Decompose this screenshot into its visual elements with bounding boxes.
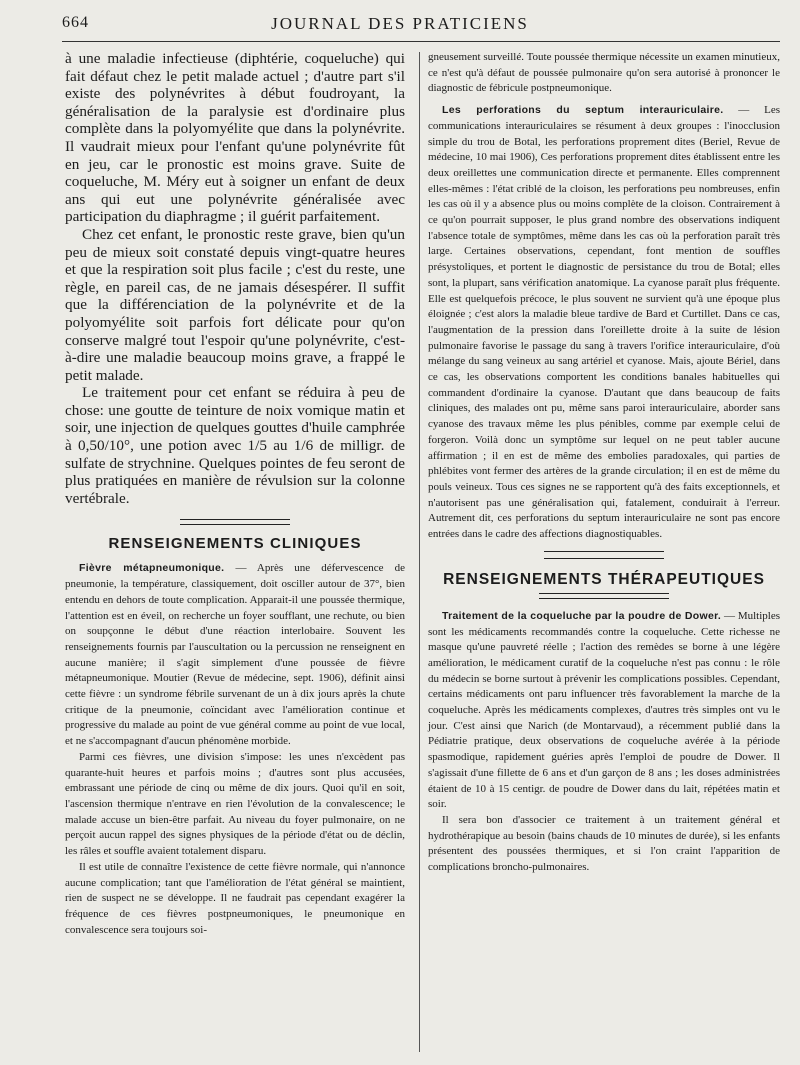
body-paragraph: à une maladie infectieuse (diphtérie, coqueluche) qui fait défaut chez le petit malade actuel ; d'autre part s'il existe des polynévrites à début foudroyant, la généralisation de la paralysie est d'ordinaire plus complète dans la polyomyélite que dans la polynévrite. Il vaudrait mieux pour l'enfant qu'une polynévrite fût en jeu, car le pronostic est moins grave. Suite de coqueluche, M. Méry eut à soigner un enfant de deux ans qui eut une polynévrite généralisée avec participation du diaphragme ; il guérit parfaitement. [65,50,405,226]
dower-article [428,609,780,876]
article-title: Traitement de la coqueluche par la poudre de Dower. [442,609,722,622]
section-rule [544,551,664,552]
section-rule [180,519,290,525]
column-divider [419,52,420,1052]
section-rule [544,558,664,559]
body-paragraph: Parmi ces fièvres, une division s'impose: les unes n'excèdent pas quarante-huit heures et parfois moins ; d'autres sont plus accusées, embrassant une période de cinq ou même de dix jours. Quoi qu'il en soit, l'ascension thermique n'entrave en rien l'évolution de la convalescence; le malade accuse un bien-être parfait. Au niveau du foyer pulmonaire, on ne perçoit aucun rappel des signes physiques de la période d'état ou de déclin, les râles et souffle avaient totalement disparu. [65,750,405,858]
journal-title: JOURNAL DES PRATICIENS [271,14,529,33]
section-rule [539,593,669,599]
right-column [428,50,780,876]
article-title: Les perforations du septum interauriculaire. [442,104,724,117]
fievre-article [65,561,405,938]
body-paragraph: Traitement de la coqueluche par la poudre de Dower. — Multiples sont les médicaments recommandés contre la coqueluche. Cette richesse ne masque qu'une pauvreté réelle ; l'action des remèdes se borne à une légère amélioration, le médicament curatif de la coqueluche n'est pas connu : le rôle du médecin se borne surtout à prévenir les complications possibles. Cependant, certains médicaments ont paru influencer très favorablement la marche de la coqueluche. Après les médicaments complexes, d'autres très simples ont vu le jour. C'est ainsi que Narich (de Montarvaud), a récemment publié dans la Pédiatrie pratique, deux observations de coqueluche avérée à la période spasmodique, rapidement guéries après l'emploi de poudre de Dower. Il s'agissait d'une fillette de 6 ans et d'un garçon de 8 ans ; les doses administrées étaient de 10 à 15 centigr. de poudre de Dower dans du lait, répétées matin et soir. [428,609,780,811]
body-paragraph: Fièvre métapneumonique. — Après une défervescence de pneumonie, la température, classiquement, doit osciller autour de 37°, bien entendu en dehors de toute complication. Apparait-il une poussée thermique, l'attention est en éveil, on recherche un foyer soufflant, une rechute, ou bien on soupçonne le début d'une réaction interlobaire. Souvent les renseignements fournis par l'auscultation ou la percussion ne renseignent en aucune manière; il s'agit simplement d'une poussée de fièvre métapneumonique. Moutier (Revue de médecine, sept. 1906), définit ainsi cette fièvre : un syndrome fébrile survenant de un à dix jours après la chute critique de la pneumonie, coïncidant avec l'amélioration continue et progressive du malade au point de vue général comme au point de vue local, et ne s'accompagnant d'aucun phénomène morbide. [65,562,405,748]
body-paragraph: Il est utile de connaître l'existence de cette fièvre normale, qui n'annonce aucune complication; tant que l'amélioration de l'état général se maintient, rien de suspect ne se développe. Il ne faudrait pas cependant exagérer la fréquence de ces fièvres postpneumoniques, le pneumonique en convalescence sera toujours soi- [65,860,405,936]
article-title: Fièvre métapneumonique. [79,562,225,575]
header-rule [62,41,780,42]
page-header [0,12,800,38]
section-heading-clinical: RENSEIGNEMENTS CLINIQUES [108,535,362,553]
page-number: 664 [62,14,89,31]
body-paragraph: Chez cet enfant, le pronostic reste grave, bien qu'un peu de mieux soit constaté depuis vingt-quatre heures et que la respiration soit plus facile ; c'est du reste, une règle, en pareil cas, de ne jamais désespérer. Il suffit que la différenciation de la polynévrite et de la polyomyélite soit parfois fort délicate pour qu'on conserve malgré tout l'espoir qu'une polynévrite, c'est-à-dire une maladie beaucoup moins grave, a frappé le petit malade. [65,225,405,384]
body-paragraph: Il sera bon d'associer ce traitement à un traitement général et hydrothérapique au besoin (bains chauds de 10 minutes de durée), si les enfants présentent des poussées thermiques, et si l'on craint l'apparition de complications broncho-pulmonaires. [428,813,780,874]
fievre-continuation [428,50,780,543]
body-paragraph: gneusement surveillé. Toute poussée thermique nécessite un examen minutieux, ce n'est qu'à défaut de poussée pulmonaire qu'on sera autorisé à prononcer le diagnostic de fébricule postpneumonique. [428,51,780,95]
left-column [65,50,405,938]
section-heading-therapeutic: RENSEIGNEMENTS THÉRAPEUTIQUES [443,570,765,588]
body-paragraph: Les perforations du septum interauriculaire. — Les communications interauriculaires se résument à deux groupes : l'inocclusion simple du trou de Botal, les perforations proprement dites (Beriel, Revue de médecine, 10 mai 1906), Ces perforations proprement dites établissent entre les deux oreillettes une communication directe et permanente. Elles comprennent elles-mêmes : l'état criblé de la cloison, les perforations peu nombreuses, enfin les cas où il y a absence plus ou moins complète de la cloison. Contrairement à ce qu'on pourrait supposer, le plus grand nombre des observations indiquent l'absence totale de symptômes, même dans les cas où la perforation paraît très large. Certaines observations, cependant, font mention de souffles présystoliques, et portent le diagnostic de persistance du trou de Botal; elles sont, la plupart, sans vérification anatomique. La cyanose paraît plus fréquente. Elle est quelquefois précoce, le plus souvent ne survient qu'à une époque plus éloignée ; c'est alors la maladie bleue tardive de Bard et Curtillet. Dans ce cas, l'augmentation de la pression dans l'oreillette droite à la suite de lésion pulmonaire favorise le passage du sang à travers l'orifice interauriculaire, d'où mélange du sang veineux au sang artériel et cyanose. Mais, ajoute Bériel, dans ce cas, les observations comportent les conditions banales habituelles qui commandent d'ordinaire la cyanose. D'autant que dans beaucoup de faits cliniques, des malades ont pu, même sans paroi interauriculaire, aborder sans cyanose des travaux même les plus pénibles, comme par exemple celui de forgeron. Voilà donc un symptôme sur lequel on ne peut tabler aucune affirmation ; il en est de même des embolies paradoxales, qui parties de phlébites vont fermer des artères de la grande circulation; il en est de même du pouls veineux. Tous ces signes ne se rapportent qu'à des faits exceptionnels, et n'autorisent pas une généralisation qui, fatalement, conduirait à l'erreur. Autrement dit, ces perforations du septum interauriculaire ne sont pas encore entrées dans le cadre des affections diagnostiquables. [428,104,780,541]
body-paragraph: Le traitement pour cet enfant se réduira à peu de chose: une goutte de teinture de noix vomique matin et soir, une injection de quelques gouttes d'huile camphrée à 0,50/10°, une potion avec 1/5 au 1/6 de milligr. de sulfate de strychnine. Quelques pointes de feu seront de plus pratiquées en manière de révulsion sur la colonne vertébrale. [65,384,405,507]
article-continuation [65,50,405,507]
